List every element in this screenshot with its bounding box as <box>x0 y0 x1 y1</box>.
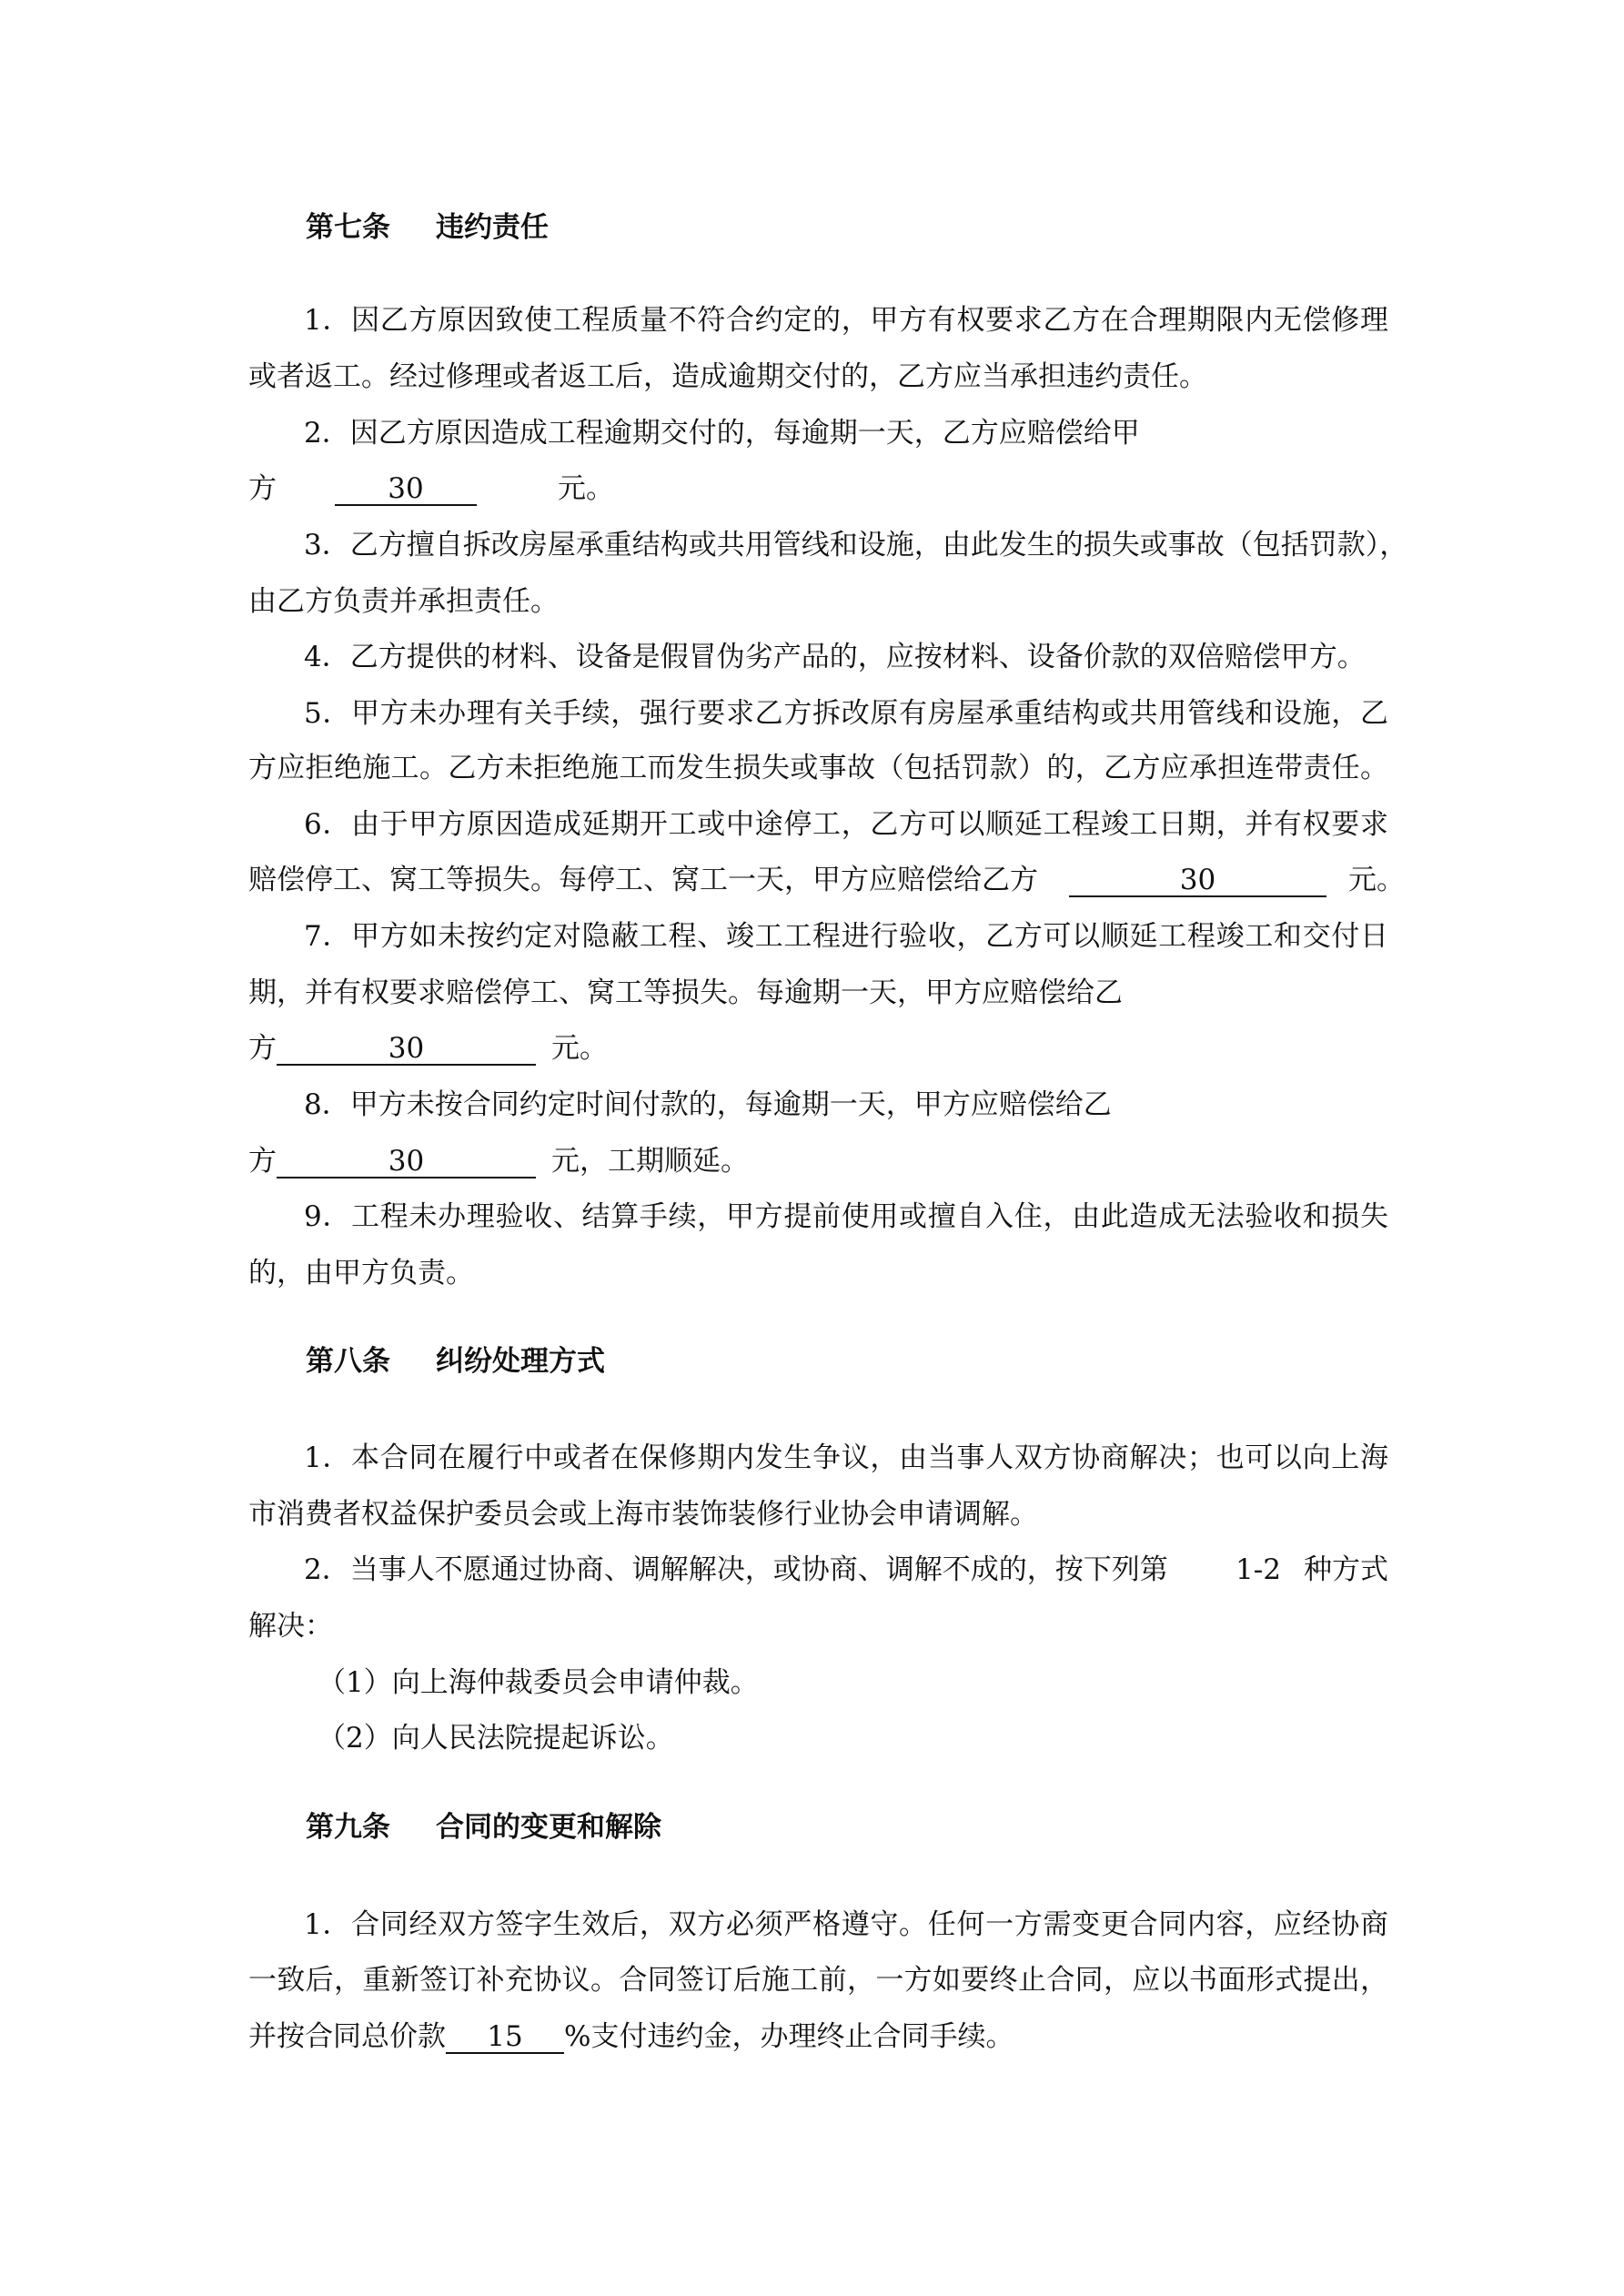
clause-text: 7．甲方如未按约定对隐蔽工程、竣工工程进行验收，乙方可以顺延工程竣工和交付日 <box>304 920 1388 953</box>
article-number: 第九条 <box>306 1811 390 1844</box>
clause-line <box>248 862 1405 898</box>
clause-text: 期，并有权要求赔偿停工、窝工等损失。每逾期一天，甲方应赔偿给乙 <box>248 976 1123 1009</box>
option-item: （2）向人民法院提起诉讼。 <box>318 1722 674 1755</box>
method-choice: 1-2 <box>1236 1553 1281 1586</box>
clause-text: 1．因乙方原因致使工程质量不符合约定的，甲方有权要求乙方在合理期限内无偿修理 <box>304 304 1388 337</box>
article-title: 合同的变更和解除 <box>436 1811 661 1844</box>
percent-blank: 15 <box>446 2021 564 2054</box>
clause-text: 5．甲方未办理有关手续，强行要求乙方拆改原有房屋承重结构或共用管线和设施，乙 <box>304 697 1388 730</box>
clause-line <box>248 1030 608 1067</box>
clause-line <box>248 1143 749 1179</box>
clause-text: 一致后，重新签订补充协议。合同签订后施工前，一方如要终止合同，应以书面形式提出， <box>248 1964 1388 1997</box>
clause-text: 解决： <box>248 1610 333 1643</box>
amount-blank: 30 <box>1069 865 1326 897</box>
clause-text: 1．本合同在履行中或者在保修期内发生争议，由当事人双方协商解决；也可以向上海 <box>304 1441 1388 1474</box>
clause-text: 2．当事人不愿通过协商、调解解决，或协商、调解不成的，按下列第 <box>304 1553 1168 1586</box>
clause-text: 或者返工。经过修理或者返工后，造成逾期交付的，乙方应当承担违约责任。 <box>248 360 1207 393</box>
clause-text: 赔偿停工、窝工等损失。每停工、窝工一天，甲方应赔偿给乙方 <box>248 864 1038 896</box>
clause-text: %支付违约金，办理终止合同手续。 <box>564 2020 1014 2053</box>
clause-line <box>304 1552 1388 1588</box>
clause-text: 方 <box>248 472 277 505</box>
clause-text: 并按合同总价款 <box>248 2020 446 2053</box>
article-9-heading <box>306 1809 661 1846</box>
clause-text: 9．工程未办理验收、结算手续，甲方提前使用或擅自入住，由此造成无法验收和损失 <box>304 1200 1388 1233</box>
clause-text: 6．由于甲方原因造成延期开工或中途停工，乙方可以顺延工程竣工日期，并有权要求 <box>304 808 1388 841</box>
clause-line <box>248 2018 1014 2055</box>
clause-text: 8．甲方未按合同约定时间付款的，每逾期一天，甲方应赔偿给乙 <box>304 1088 1112 1121</box>
clause-text: 3．乙方擅自拆改房屋承重结构或共用管线和设施，由此发生的损失或事故（包括罚款）， <box>304 529 1408 561</box>
clause-text: 元。 <box>558 472 614 505</box>
article-8-heading <box>306 1343 605 1380</box>
option-item: （1）向上海仲裁委员会申请仲裁。 <box>318 1666 759 1699</box>
article-title: 违约责任 <box>436 211 549 244</box>
clause-text: 由乙方负责并承担责任。 <box>248 585 559 618</box>
clause-text: 元，工期顺延。 <box>551 1145 749 1178</box>
clause-line <box>248 470 614 507</box>
clause-text: 2．因乙方原因造成工程逾期交付的，每逾期一天，乙方应赔偿给甲 <box>304 417 1140 450</box>
amount-blank: 30 <box>277 1033 536 1066</box>
article-number: 第七条 <box>306 211 390 244</box>
article-number: 第八条 <box>306 1345 390 1378</box>
article-title: 纠纷处理方式 <box>436 1345 605 1378</box>
clause-text: 方应拒绝施工。乙方未拒绝施工而发生损失或事故（包括罚款）的，乙方应承担连带责任。 <box>248 752 1388 784</box>
clause-text: 元。 <box>551 1032 608 1065</box>
amount-blank: 30 <box>277 1146 536 1178</box>
clause-text: 市消费者权益保护委员会或上海市装饰装修行业协会申请调解。 <box>248 1498 1038 1531</box>
clause-text: 方 <box>248 1145 277 1178</box>
clause-text: 种方式 <box>1304 1553 1388 1586</box>
clause-text: 方 <box>248 1032 277 1065</box>
clause-text: 4．乙方提供的材料、设备是假冒伪劣产品的，应按材料、设备价款的双倍赔偿甲方。 <box>304 641 1366 673</box>
clause-text: 的，由甲方负责。 <box>248 1257 474 1290</box>
clause-text: 元。 <box>1348 864 1405 896</box>
amount-blank: 30 <box>335 473 477 506</box>
article-7-heading <box>306 209 549 246</box>
clause-text: 1．合同经双方签字生效后，双方必须严格遵守。任何一方需变更合同内容，应经协商 <box>304 1908 1388 1941</box>
